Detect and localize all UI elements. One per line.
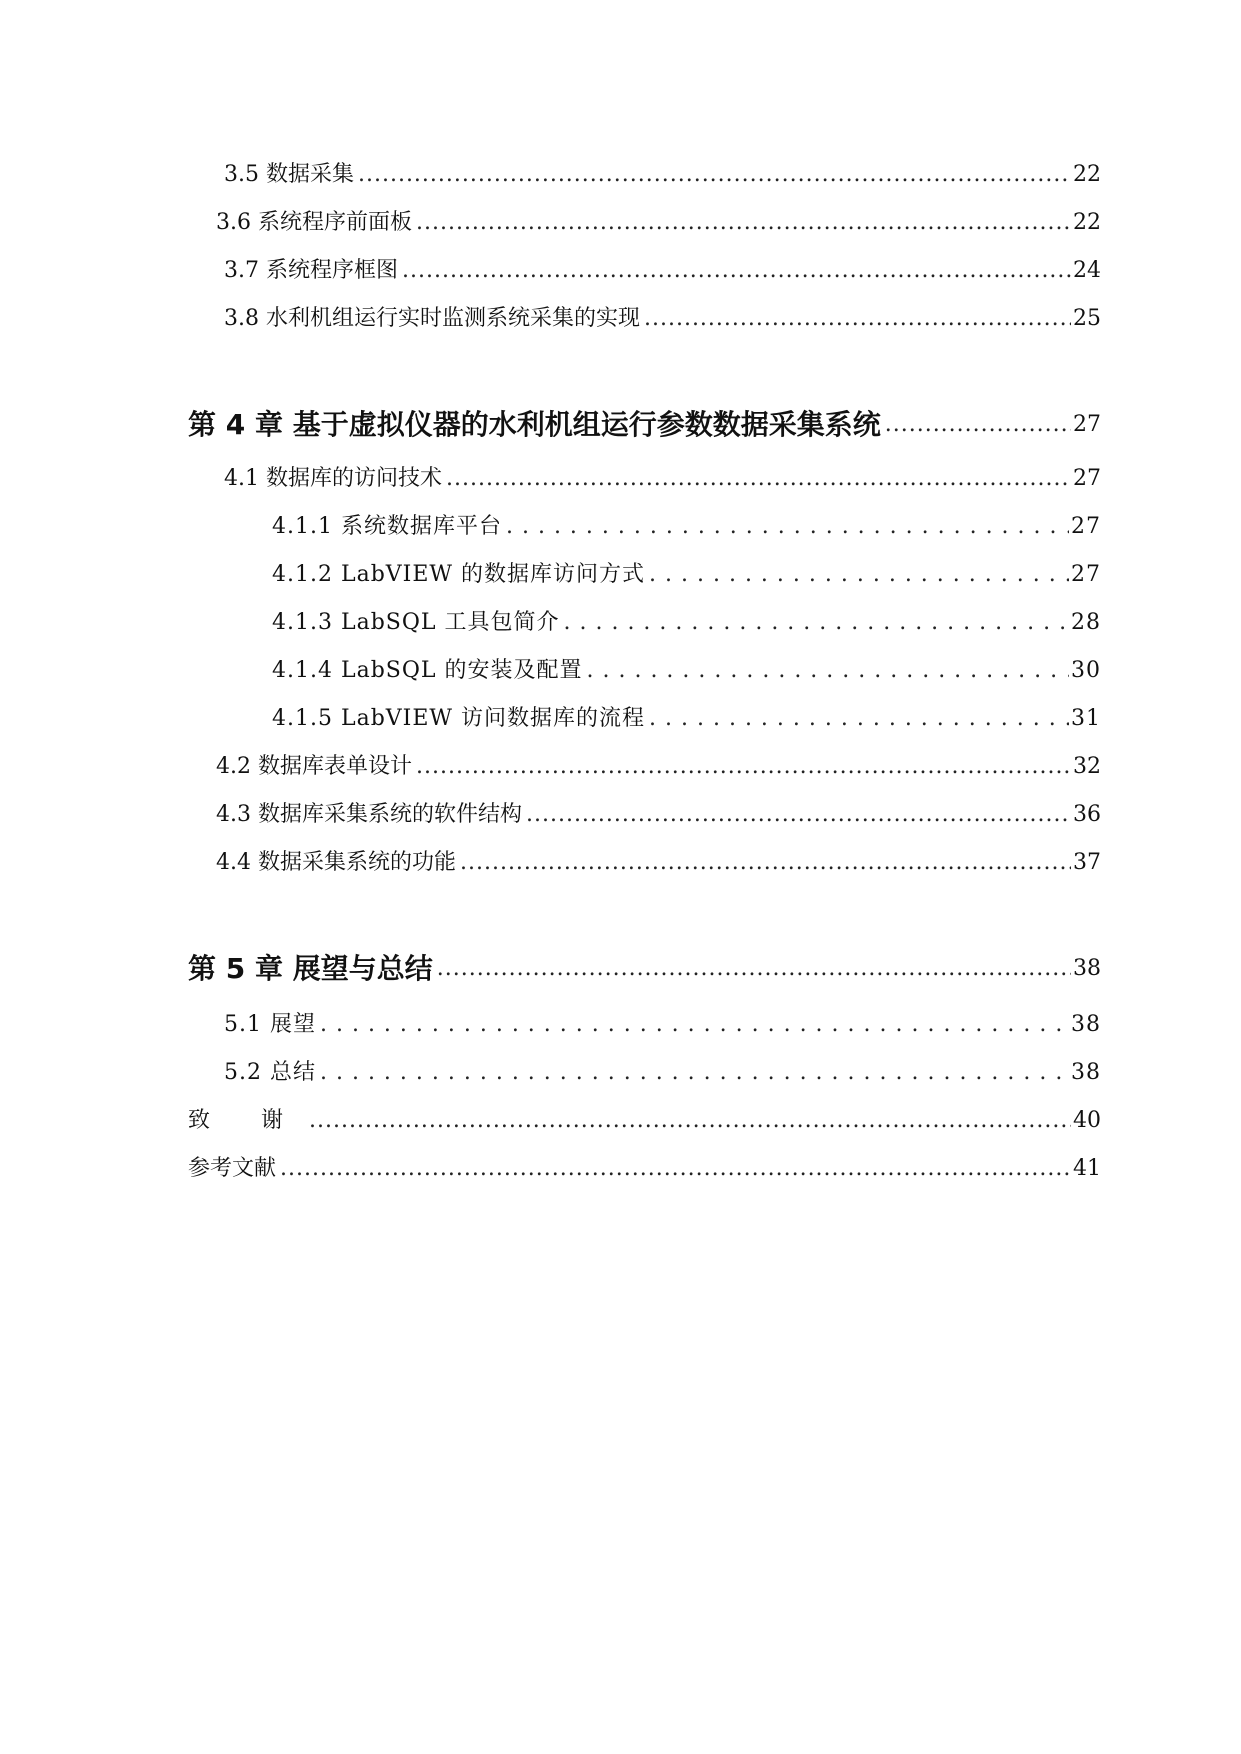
toc-page-number: 38 <box>1073 956 1101 981</box>
toc-entry-label: 4.1.1 系统数据库平台 <box>272 514 502 539</box>
toc-page-number: 22 <box>1073 210 1101 235</box>
toc-chapter-4[interactable] <box>188 406 1101 444</box>
toc-entry-label: 5.2 总结 <box>224 1060 316 1085</box>
toc-chapter-label: 第 4 章 基于虚拟仪器的水利机组运行参数数据采集系统 <box>188 408 881 441</box>
toc-page-number: 24 <box>1073 258 1101 283</box>
toc-entry-5-2[interactable] <box>224 1058 1101 1088</box>
toc-page-number: 27 <box>1073 466 1101 491</box>
toc-page-number: 32 <box>1073 754 1101 779</box>
toc-entry-label: 3.7 系统程序框图 <box>224 258 398 283</box>
toc-leader-dots <box>416 752 1071 782</box>
toc-entry-3-6[interactable] <box>216 208 1101 238</box>
toc-chapter-5[interactable] <box>188 950 1101 988</box>
toc-leader-dots <box>416 208 1071 238</box>
toc-page-number: 22 <box>1073 162 1101 187</box>
toc-leader-dots <box>309 1106 1071 1136</box>
toc-entry-label: 参考文献 <box>188 1156 277 1181</box>
toc-entry-4-3[interactable] <box>216 800 1101 830</box>
toc-entry-4-1-2[interactable] <box>272 560 1101 590</box>
toc-leader-dots <box>506 512 1069 542</box>
toc-entry-label: 4.2 数据库表单设计 <box>216 754 412 779</box>
toc-entry-4-1-1[interactable] <box>272 512 1101 542</box>
toc-leader-dots <box>644 304 1071 334</box>
toc-leader-dots <box>526 800 1071 830</box>
toc-entry-label: 3.6 系统程序前面板 <box>216 210 412 235</box>
toc-page-number: 25 <box>1073 306 1101 331</box>
toc-chapter-label: 第 5 章 展望与总结 <box>188 952 433 985</box>
toc-entry-label: 5.1 展望 <box>224 1012 316 1037</box>
toc-leader-dots <box>402 256 1071 286</box>
toc-leader-dots <box>446 464 1071 494</box>
toc-entry-4-1-5[interactable] <box>272 704 1101 734</box>
toc-entry-5-1[interactable] <box>224 1010 1101 1040</box>
toc-entry-label: 4.1.2 LabVIEW 的数据库访问方式 <box>272 562 646 587</box>
toc-leader-dots <box>649 560 1069 590</box>
toc-entry-label: 4.1.5 LabVIEW 访问数据库的流程 <box>272 706 646 731</box>
toc-entry-label: 4.1.4 LabSQL 的安装及配置 <box>272 658 583 683</box>
toc-page-number: 36 <box>1073 802 1101 827</box>
toc-page-number: 41 <box>1073 1156 1101 1181</box>
toc-page-number: 27 <box>1071 514 1101 539</box>
toc-page-number: 27 <box>1073 412 1101 437</box>
toc-entry-label: 致 谢 <box>188 1108 305 1133</box>
toc-entry-3-5[interactable] <box>224 160 1101 190</box>
toc-leader-dots <box>280 1154 1071 1184</box>
toc-entry-4-2[interactable] <box>216 752 1101 782</box>
toc-entry-references[interactable] <box>188 1154 1101 1184</box>
toc-entry-4-4[interactable] <box>216 848 1101 878</box>
toc-leader-dots <box>460 848 1071 878</box>
toc-leader-dots <box>320 1010 1069 1040</box>
toc-leader-dots <box>885 406 1071 444</box>
toc-leader-dots <box>587 656 1070 686</box>
toc-page-number: 38 <box>1071 1060 1101 1085</box>
toc-entry-label: 4.1 数据库的访问技术 <box>224 466 442 491</box>
toc-entry-3-8[interactable] <box>224 304 1101 334</box>
toc-entry-4-1[interactable] <box>224 464 1101 494</box>
toc-entry-4-1-3[interactable] <box>272 608 1101 638</box>
toc-page-number: 27 <box>1071 562 1101 587</box>
toc-page-number: 28 <box>1071 610 1101 635</box>
toc-entry-acknowledgements[interactable] <box>188 1106 1101 1136</box>
toc-leader-dots <box>649 704 1069 734</box>
toc-leader-dots <box>437 950 1071 988</box>
toc-entry-label: 3.8 水利机组运行实时监测系统采集的实现 <box>224 306 640 331</box>
toc-page-number: 31 <box>1071 706 1101 731</box>
toc-leader-dots <box>564 608 1070 638</box>
toc-entry-3-7[interactable] <box>224 256 1101 286</box>
toc-entry-4-1-4[interactable] <box>272 656 1101 686</box>
toc-leader-dots <box>358 160 1071 190</box>
toc-page-number: 37 <box>1073 850 1101 875</box>
toc-leader-dots <box>320 1058 1069 1088</box>
toc-page-number: 40 <box>1073 1108 1101 1133</box>
toc-entry-label: 4.1.3 LabSQL 工具包简介 <box>272 610 560 635</box>
toc-entry-label: 3.5 数据采集 <box>224 162 354 187</box>
toc-page-number: 30 <box>1071 658 1101 683</box>
toc-entry-label: 4.4 数据采集系统的功能 <box>216 850 456 875</box>
toc-entry-label: 4.3 数据库采集系统的软件结构 <box>216 802 522 827</box>
toc-page-number: 38 <box>1071 1012 1101 1037</box>
